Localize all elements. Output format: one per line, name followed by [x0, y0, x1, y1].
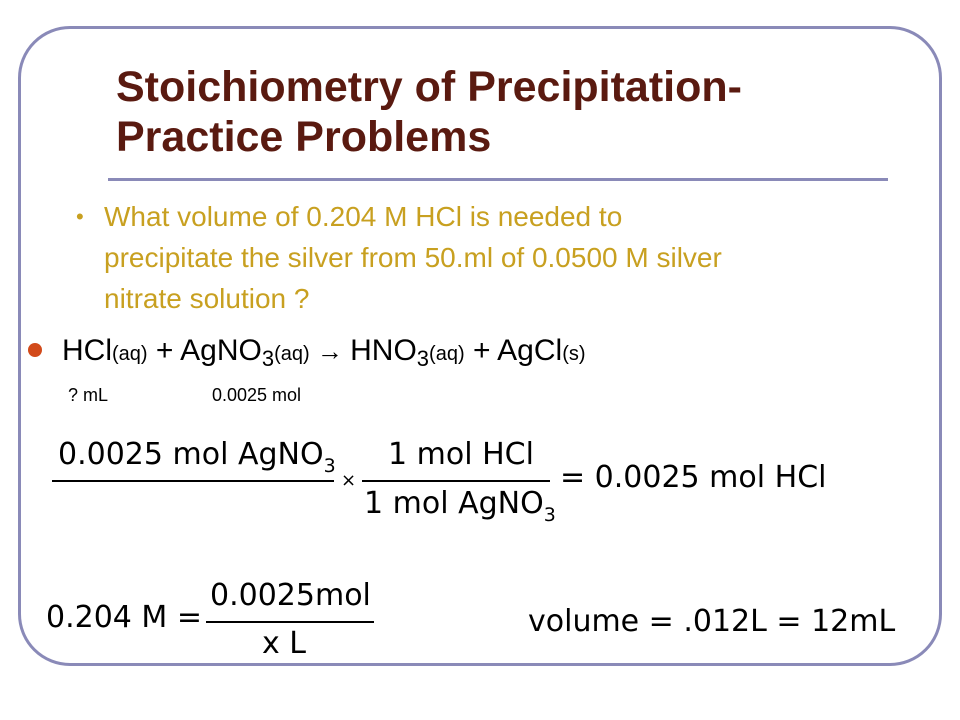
product-agcl: AgCl: [497, 334, 563, 367]
calc1-fraction2-denominator: 1 mol AgNO$_3$: [364, 486, 556, 526]
question-line-2: precipitate the silver from 50.ml of 0.0500 M silver: [104, 242, 722, 273]
calc2-denominator: x L: [262, 626, 307, 661]
given-hcl-volume: ? mL: [68, 385, 109, 405]
bullet-dot-icon: •: [76, 204, 84, 229]
product-hno3-subscript: 3: [416, 346, 430, 371]
title-line-2: Practice Problems: [116, 113, 492, 161]
plus-sign: +: [464, 334, 498, 367]
slide-title: [116, 62, 896, 162]
chemical-equation: [62, 332, 586, 373]
product-hno3: HNO: [350, 334, 417, 367]
reactant-agno3: AgNO: [180, 334, 262, 367]
reactant-hcl: HCl: [62, 334, 112, 367]
given-agno3-moles: 0.0025 mol: [212, 385, 302, 405]
product-agcl-state: (s): [562, 343, 586, 365]
calc1-result: = 0.0025 mol HCl: [560, 460, 827, 495]
bullet-circle-icon: [28, 343, 42, 357]
reaction-arrow-icon: →: [309, 336, 351, 366]
question-line-3: nitrate solution ?: [104, 283, 310, 314]
title-divider: [108, 178, 888, 181]
reactant-hcl-state: (aq): [112, 343, 148, 365]
multiply-sign: ×: [341, 470, 357, 491]
calc2-lhs: 0.204 M =: [46, 600, 202, 635]
calc1-fraction2-numerator: 1 mol HCl: [388, 437, 534, 472]
product-hno3-state: (aq): [429, 343, 465, 365]
plus-sign: +: [147, 334, 181, 367]
calc1-fraction2-bar: [362, 480, 550, 482]
calc2-fraction-bar: [206, 621, 374, 623]
reactant-agno3-state: (aq): [274, 343, 310, 365]
calc2-numerator: 0.0025mol: [210, 578, 371, 613]
reactant-agno3-subscript: 3: [261, 346, 275, 371]
calc3-volume-result: volume = .012L = 12mL: [528, 604, 896, 639]
title-line-1: Stoichiometry of Precipitation-: [116, 63, 742, 111]
question-text: [104, 196, 904, 319]
calc1-fraction1-bar: [52, 480, 334, 482]
calc1-fraction1-numerator: 0.0025 mol AgNO$_3$: [58, 437, 336, 477]
question-line-1: What volume of 0.204 M HCl is needed to: [104, 201, 623, 232]
